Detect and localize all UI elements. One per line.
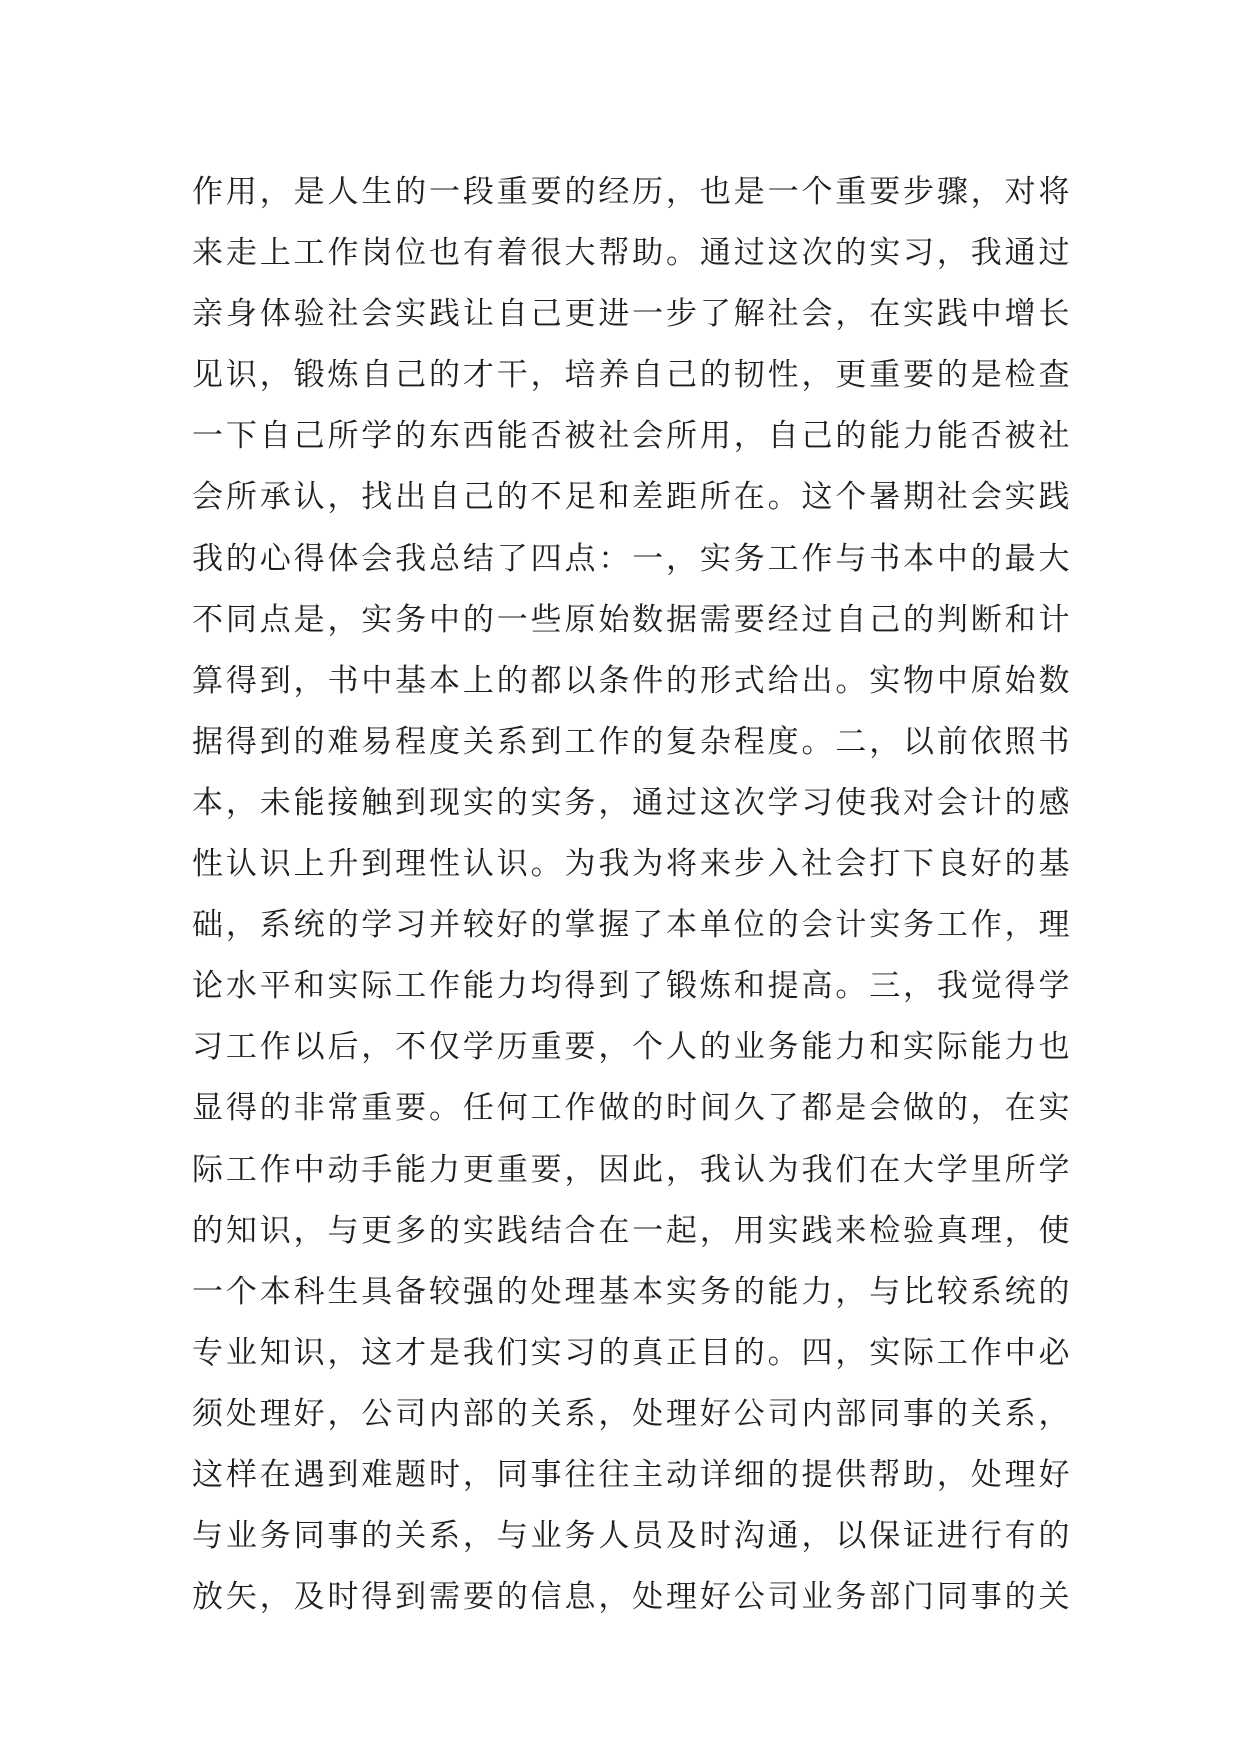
body-text xyxy=(192,162,1072,1628)
text-line-3: 亲身体验社会实践让自己更进一步了解社会，在实践中增长 xyxy=(192,296,1072,333)
text-line-21: 须处理好，公司内部的关系，处理好公司内部同事的关系， xyxy=(192,1395,1072,1432)
text-line-12: 性认识上升到理性认识。为我为将来步入社会打下良好的基 xyxy=(192,846,1072,883)
text-line-22: 这样在遇到难题时，同事往往主动详细的提供帮助，处理好 xyxy=(192,1456,1072,1493)
text-line-11: 本，未能接触到现实的实务，通过这次学习使我对会计的感 xyxy=(192,784,1072,821)
text-line-8: 不同点是，实务中的一些原始数据需要经过自己的判断和计 xyxy=(192,601,1072,638)
text-line-5: 一下自己所学的东西能否被社会所用，自己的能力能否被社 xyxy=(192,418,1072,455)
text-line-13: 础，系统的学习并较好的掌握了本单位的会计实务工作，理 xyxy=(192,907,1072,944)
text-line-16: 显得的非常重要。任何工作做的时间久了都是会做的，在实 xyxy=(192,1090,1072,1127)
text-line-9: 算得到，书中基本上的都以条件的形式给出。实物中原始数 xyxy=(192,662,1072,699)
text-line-17: 际工作中动手能力更重要，因此，我认为我们在大学里所学 xyxy=(192,1151,1072,1188)
text-line-10: 据得到的难易程度关系到工作的复杂程度。二，以前依照书 xyxy=(192,723,1072,760)
text-line-24: 放矢，及时得到需要的信息，处理好公司业务部门同事的关 xyxy=(192,1579,1072,1616)
text-line-6: 会所承认，找出自己的不足和差距所在。这个暑期社会实践 xyxy=(192,479,1072,516)
text-line-19: 一个本科生具备较强的处理基本实务的能力，与比较系统的 xyxy=(192,1273,1072,1310)
text-line-7: 我的心得体会我总结了四点：一，实务工作与书本中的最大 xyxy=(192,540,1072,577)
text-line-1: 作用，是人生的一段重要的经历，也是一个重要步骤，对将 xyxy=(192,174,1072,210)
text-line-4: 见识，锻炼自己的才干，培养自己的韧性，更重要的是检查 xyxy=(192,357,1072,394)
text-line-15: 习工作以后，不仅学历重要，个人的业务能力和实际能力也 xyxy=(192,1029,1072,1066)
text-line-18: 的知识，与更多的实践结合在一起，用实践来检验真理，使 xyxy=(192,1212,1072,1249)
text-line-20: 专业知识，这才是我们实习的真正目的。四，实际工作中必 xyxy=(192,1334,1072,1371)
text-line-23: 与业务同事的关系，与业务人员及时沟通，以保证进行有的 xyxy=(192,1518,1072,1555)
text-line-14: 论水平和实际工作能力均得到了锻炼和提高。三，我觉得学 xyxy=(192,968,1072,1005)
text-line-2: 来走上工作岗位也有着很大帮助。通过这次的实习，我通过 xyxy=(192,235,1072,272)
